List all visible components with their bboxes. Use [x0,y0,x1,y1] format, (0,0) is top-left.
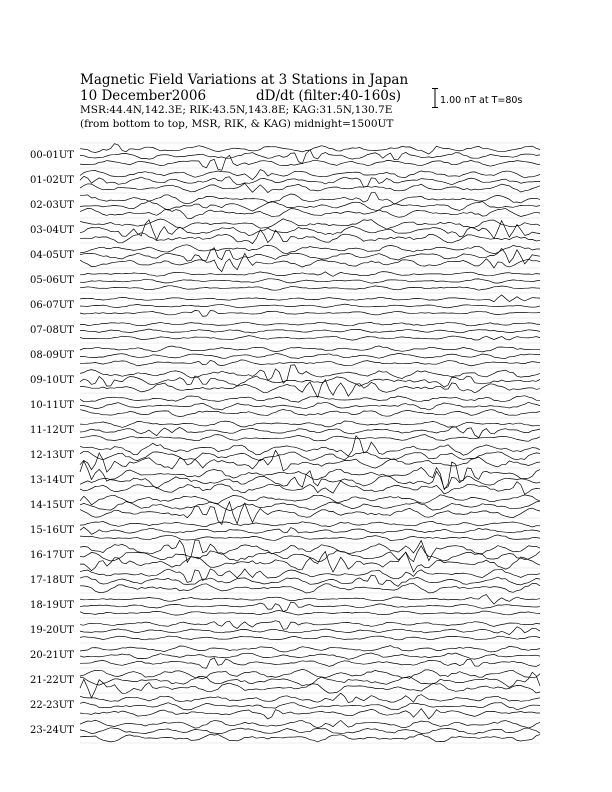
trace-rik [80,501,540,510]
trace-msr [80,481,540,495]
trace-rik [80,427,540,438]
trace-rik [80,653,540,659]
hour-label: 21-22UT [30,675,74,686]
hour-label: 00-01UT [30,150,74,161]
hour-label: 03-04UT [30,225,74,236]
quantity-label: dD/dt (filter:40-160s) [256,88,402,104]
trace-rik [80,728,540,734]
trace-rik [80,546,540,562]
trace-msr [80,658,540,668]
hour-label: 07-08UT [30,325,74,336]
trace-msr [80,535,540,541]
scale-label: 1.00 nT at T=80s [440,95,523,106]
trace-rik [80,575,540,586]
trace-rik [80,602,540,612]
trace-kag [80,621,540,630]
trace-rik [80,304,540,308]
trace-kag [80,144,540,154]
hour-label: 05-06UT [30,275,74,286]
trace-kag [80,245,540,254]
trace-msr [80,502,540,525]
trace-rik [80,329,540,333]
hour-label: 09-10UT [30,375,74,386]
trace-msr [80,734,540,742]
trace-rik [80,627,540,635]
hour-label: 10-11UT [30,400,74,411]
trace-kag [80,495,540,505]
trace-msr [80,360,540,366]
trace-kag [80,693,540,702]
hour-label: 14-15UT [30,500,74,511]
trace-kag [80,346,540,352]
trace-rik [80,672,540,687]
station-coordinates: MSR:44.4N,142.3E; RIK:43.5N,143.8E; KAG:31.5N,130.7E [80,104,393,116]
trace-msr [80,310,540,316]
trace-msr [80,410,540,417]
trace-rik [80,527,540,534]
trace-rik [80,201,540,211]
trace-msr [80,584,540,594]
hour-label: 12-13UT [30,450,74,461]
hour-label: 15-16UT [30,525,74,536]
trace-msr [80,636,540,640]
hour-label: 01-02UT [30,175,74,186]
hour-label: 23-24UT [30,725,74,736]
trace-msr [80,183,540,192]
trace-kag [80,461,540,490]
trace-kag [80,396,540,402]
trace-kag [80,646,540,652]
hour-label: 20-21UT [30,650,74,661]
trace-msr [80,336,540,341]
trace-rik [80,353,540,358]
hour-gridlines [80,143,540,743]
trace-msr [80,208,540,218]
date-label: 10 December2006 [80,88,207,104]
hour-label: 08-09UT [30,350,74,361]
trace-msr [80,611,540,616]
trace-rik [80,402,540,410]
hour-label: 04-05UT [30,250,74,261]
hour-label: 06-07UT [30,300,74,311]
trace-rik [80,702,540,710]
trace-rik [80,279,540,283]
trace-rik [80,176,540,187]
hour-label: 19-20UT [30,625,74,636]
trace-kag [80,272,540,277]
trace-msr [80,230,540,244]
trace-kag [80,522,540,528]
trace-msr [80,679,540,698]
hour-label: 13-14UT [30,475,74,486]
hour-label: 16-17UT [30,550,74,561]
trace-kag [80,295,540,302]
hour-label: 18-19UT [30,600,74,611]
trace-kag [80,193,540,205]
trace-rik [80,248,540,264]
trace-msr [80,435,540,442]
trace-kag [80,669,540,679]
trace-kag [80,540,540,562]
trace-msr [80,709,540,719]
trace-order-note: (from bottom to top, MSR, RIK, & KAG) midnight=1500UT [80,118,394,130]
trace-kag [80,720,540,728]
trace-kag [80,421,540,427]
hour-label: 17-18UT [30,575,74,586]
trace-msr [80,380,540,398]
hour-label: 02-03UT [30,200,74,211]
trace-msr [80,286,540,290]
trace-kag [80,595,540,605]
hour-label: 11-12UT [30,425,74,436]
chart-title: Magnetic Field Variations at 3 Stations in Japan [80,72,409,88]
hour-label: 22-23UT [30,700,74,711]
trace-kag [80,322,540,326]
